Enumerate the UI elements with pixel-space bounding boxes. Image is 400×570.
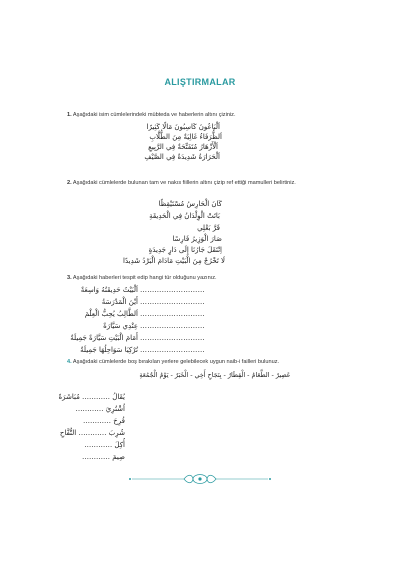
teal-flourish-icon [80,472,320,486]
q2-line-5: اِنْتَقَلَ جَارُنَا إِلَى دَارٍ جَدِيدَةٍ [148,246,222,254]
question-4-number: 4. [67,359,72,365]
question-4 [67,358,347,366]
q1-line-4: اَلْحَرَارَةُ شَدِيدَةٌ فِي الصَّيْفِ [144,153,220,161]
question-2 [67,179,347,187]
q3-blank-1: ……………………… [140,286,205,294]
q3-line-2: أَيْنَ الْمَدْرَسَةُ [101,298,138,306]
question-3-number: 3. [67,275,72,281]
q3-line-1: اَلْبَيْتُ حَدِيقَتُهُ وَاسِعَةٌ [80,286,138,294]
question-3 [67,274,347,282]
question-1-number: 1. [67,112,72,118]
q4-line-5: أُكِلَ ………… [84,441,125,449]
question-2-text: Aşağıdaki cümlelerde bulunan tam ve nakıs fiillerin altını çizip ref ettiği mamulleri belirtiniz. [72,180,296,186]
q3-blank-2: ……………………… [140,298,205,306]
q4-line-2: اُشْتُرِيَ ………… [75,405,125,413]
q4-line-4: شُرِبَ ………… التُّفَّاحِ [59,429,125,437]
q2-line-2: بَاتَتْ الْوِلْدَانُ فِي الْحَدِيقَةِ [149,212,220,220]
question-3-text: Aşağıdaki haberleri tespit edip hangi tür olduğunu yazınız. [72,275,217,281]
q4-line-1: يُقَالُ ………… مُبَاشَرَةً [58,393,125,401]
question-1 [67,111,347,119]
q3-blank-3: ……………………… [140,310,205,318]
q1-line-3: اَلْأَزْهَارُ مُتَفَتِّحَةٌ فِي الرَّبِيعِ [148,143,218,151]
page-title: ALIŞTIRMALAR [164,77,236,87]
q3-line-6: تُرْكِيَا سَوَاحِلُهَا جَمِيلَةٌ [80,346,138,354]
q3-blank-6: ……………………… [140,346,205,354]
q1-line-2: اَلظُّرَفَاءُ غَالِيَةٌ مِنَ الطُّلَّابِ [149,133,222,141]
q3-blank-5: ……………………… [140,334,205,342]
q3-line-5: أَمَامَ الْبَيْتِ سَيَّارَةٌ جَمِيلَةٌ [70,334,138,342]
q3-line-4: عِنْدِي سَيَّارَةٌ [103,322,138,330]
q1-line-1: اَلْبَاعُونَ كَاسِبُونَ مَالًا كَثِيرًا [146,123,220,131]
q2-line-1: كَانَ الْحَارِسُ مُسْتَيْقِظًا [158,200,222,208]
q3-line-3: اَلطَّالِبُ يُحِبُّ الْعِلْمَ [84,310,138,318]
q4-choices: عَصِيرٌ - الطَّعَامُ - الْقِطَارُ - بِنَجَاحِ أَخِي - الْخَبَرُ - يَوْمُ الْجُمُعَةِ [139,371,291,379]
q2-line-6: لَا تَخْرُجْ مِنَ الْبَيْتِ مَادَامَ الْبَرْدُ شَدِيدًا [123,257,225,265]
ornament-divider [0,462,400,482]
q2-line-4: صَارَ الْوَزِيرُ فَارِسًا [172,235,222,243]
q3-blank-4: ……………………… [140,322,205,330]
question-4-text: Aşağıdaki cümlelerde boş bırakılan yerlere gelebilecek uygun naib-i failleri bulunuz. [72,359,280,365]
q2-line-3: قَرَّ بَعْلِي [197,224,220,232]
question-2-number: 2. [67,180,72,186]
q4-line-6: صِيمَ ………… [82,453,125,461]
q4-line-3: فُرِحَ ………… [83,417,125,425]
question-1-text: Aşağıdaki isim cümlelerindeki mübteda ve haberlerin altını çiziniz. [72,112,236,118]
